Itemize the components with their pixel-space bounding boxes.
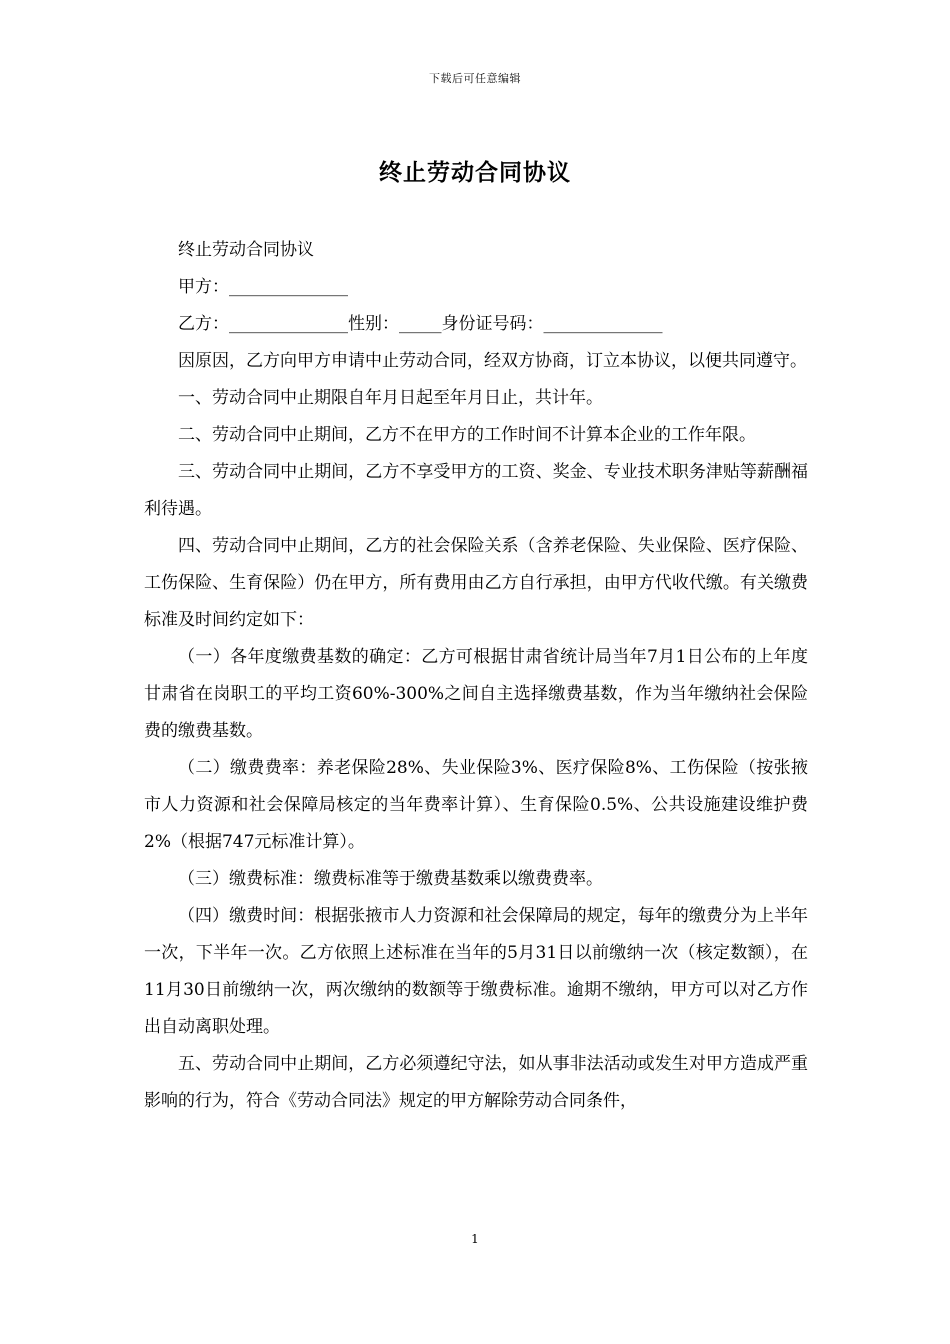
paragraph-subclause-4: （四）缴费时间：根据张掖市人力资源和社会保障局的规定，每年的缴费分为上半年一次，下半年一次。乙方依照上述标准在当年的5月31日以前缴纳一次（核定数额），在11月30日前缴纳一次，两次缴纳的数额等于缴费标准。逾期不缴纳，甲方可以对乙方作出自动离职处理。 xyxy=(144,906,808,1037)
paragraph-intro: 因原因，乙方向甲方申请中止劳动合同，经双方协商，订立本协议，以便共同遵守。 xyxy=(178,351,807,371)
paragraph-clause-4: 四、劳动合同中止期间，乙方的社会保险关系（含养老保险、失业保险、医疗保险、工伤保险、生育保险）仍在甲方，所有费用由乙方自行承担，由甲方代收代缴。有关缴费标准及时间约定如下： xyxy=(144,536,808,630)
paragraph-subclause-2: （二）缴费费率：养老保险28%、失业保险3%、医疗保险8%、工伤保险（按张掖市人力资源和社会保障局核定的当年费率计算）、生育保险0.5%、公共设施建设维护费2%（根据747元标准计算）。 xyxy=(144,758,808,852)
document-title: 终止劳动合同协议 xyxy=(379,160,571,186)
page-number: 1 xyxy=(471,1232,479,1246)
paragraph-party-b: 乙方：______________性别：_____身份证号码：______________ xyxy=(178,314,663,334)
paragraph-clause-3: 三、劳动合同中止期间，乙方不享受甲方的工资、奖金、专业技术职务津贴等薪酬福利待遇。 xyxy=(144,462,808,519)
paragraph-clause-1: 一、劳动合同中止期限自年月日起至年月日止，共计年。 xyxy=(178,388,603,408)
paragraph-clause-5: 五、劳动合同中止期间，乙方必须遵纪守法，如从事非法活动或发生对甲方造成严重影响的行为，符合《劳动合同法》规定的甲方解除劳动合同条件， xyxy=(144,1054,808,1111)
header-note: 下载后可任意编辑 xyxy=(429,72,521,85)
paragraph-clause-2: 二、劳动合同中止期间，乙方不在甲方的工作时间不计算本企业的工作年限。 xyxy=(178,425,756,445)
document-body xyxy=(144,232,808,1120)
paragraph-subclause-1: （一）各年度缴费基数的确定：乙方可根据甘肃省统计局当年7月1日公布的上年度甘肃省在岗职工的平均工资60%-300%之间自主选择缴费基数，作为当年缴纳社会保险费的缴费基数。 xyxy=(144,647,808,741)
paragraph-subtitle: 终止劳动合同协议 xyxy=(178,240,314,260)
paragraph-party-a: 甲方：______________ xyxy=(178,277,348,297)
paragraph-subclause-3: （三）缴费标准：缴费标准等于缴费基数乘以缴费费率。 xyxy=(178,869,603,889)
